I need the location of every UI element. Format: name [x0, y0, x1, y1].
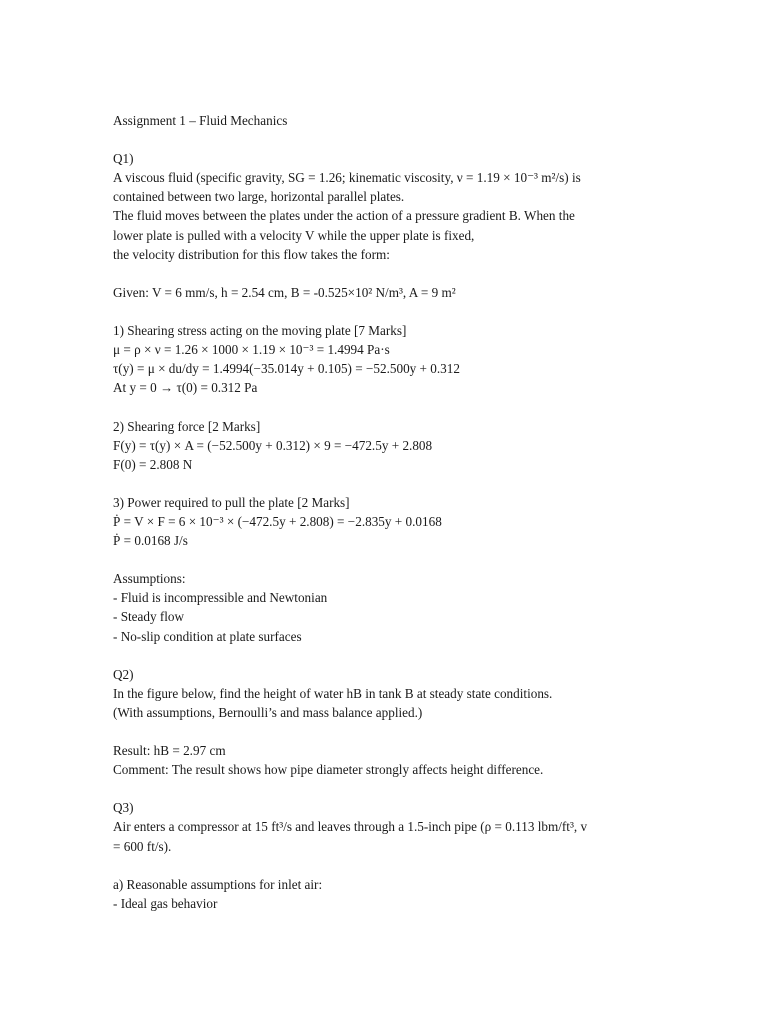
spacer — [113, 397, 643, 416]
q1-intro-line: A viscous fluid (specific gravity, SG = 1.26; kinematic viscosity, ν = 1.19 × 10⁻³ m²/s) is — [113, 170, 581, 186]
spacer — [113, 779, 643, 798]
spacer — [113, 722, 643, 741]
q1-assumption-item: - Steady flow — [113, 609, 185, 625]
q1-part1-line: τ(y) = μ × du/dy = 1.4994(−35.014y + 0.105) = −52.500y + 0.312 — [113, 361, 460, 377]
q1-given: Given: V = 6 mm/s, h = 2.54 cm, B = -0.525×10² N/m³, A = 9 m² — [113, 284, 456, 300]
q1-part3-line: Ṗ = V × F = 6 × 10⁻³ × (−472.5y + 2.808) = −2.835y + 0.0168 — [113, 513, 442, 529]
q3-body-line: Air enters a compressor at 15 ft³/s and leaves through a 1.5-inch pipe (ρ = 0.113 lbm/ft³, v — [113, 819, 588, 835]
q2-body-line: In the figure below, find the height of water hB in tank B at steady state conditions. — [113, 685, 553, 701]
q1-part2-line: F(y) = τ(y) × A = (−52.500y + 0.312) × 9 = −472.5y + 2.808 — [113, 437, 433, 453]
q3-part-a-heading: a) Reasonable assumptions for inlet air: — [113, 876, 323, 892]
spacer — [113, 550, 643, 569]
q1-part2-line: F(0) = 2.808 N — [113, 456, 193, 472]
q1-intro-line: contained between two large, horizontal parallel plates. — [113, 189, 405, 205]
q2-result: Result: hB = 2.97 cm — [113, 743, 226, 759]
q1-intro-line: lower plate is pulled with a velocity V while the upper plate is fixed, — [113, 227, 475, 243]
q1-part1-heading: 1) Shearing stress acting on the moving plate [7 Marks] — [113, 323, 407, 339]
q3-heading: Q3) — [113, 800, 134, 816]
q1-assumptions-heading: Assumptions: — [113, 571, 186, 587]
q1-heading: Q1) — [113, 151, 134, 167]
q1-intro-line: The fluid moves between the plates under the action of a pressure gradient B. When the — [113, 208, 575, 224]
q3-body-line: = 600 ft/s). — [113, 838, 172, 854]
spacer — [113, 856, 643, 875]
q3-part-a-item: - Ideal gas behavior — [113, 895, 218, 911]
q2-heading: Q2) — [113, 666, 134, 682]
q1-part1-line: μ = ρ × ν = 1.26 × 1000 × 1.19 × 10⁻³ = 1.4994 Pa·s — [113, 342, 390, 358]
q1-assumption-item: - No-slip condition at plate surfaces — [113, 628, 302, 644]
q1-intro-line: the velocity distribution for this flow takes the form: — [113, 246, 390, 262]
spacer — [113, 474, 643, 493]
q1-part3-line: Ṗ = 0.0168 J/s — [113, 533, 188, 549]
spacer — [113, 646, 643, 665]
q1-assumption-item: - Fluid is incompressible and Newtonian — [113, 590, 328, 606]
spacer — [113, 130, 643, 149]
spacer — [113, 264, 643, 283]
document-title: Assignment 1 – Fluid Mechanics — [113, 113, 288, 128]
q1-part1-line: At y = 0 → τ(0) = 0.312 Pa — [113, 380, 258, 396]
q2-comment: Comment: The result shows how pipe diameter strongly affects height difference. — [113, 762, 544, 778]
spacer — [113, 302, 643, 321]
q2-body-line: (With assumptions, Bernoulli’s and mass balance applied.) — [113, 704, 423, 720]
q1-part3-heading: 3) Power required to pull the plate [2 Marks] — [113, 494, 350, 510]
q1-part2-heading: 2) Shearing force [2 Marks] — [113, 418, 261, 434]
document-body — [113, 111, 643, 913]
